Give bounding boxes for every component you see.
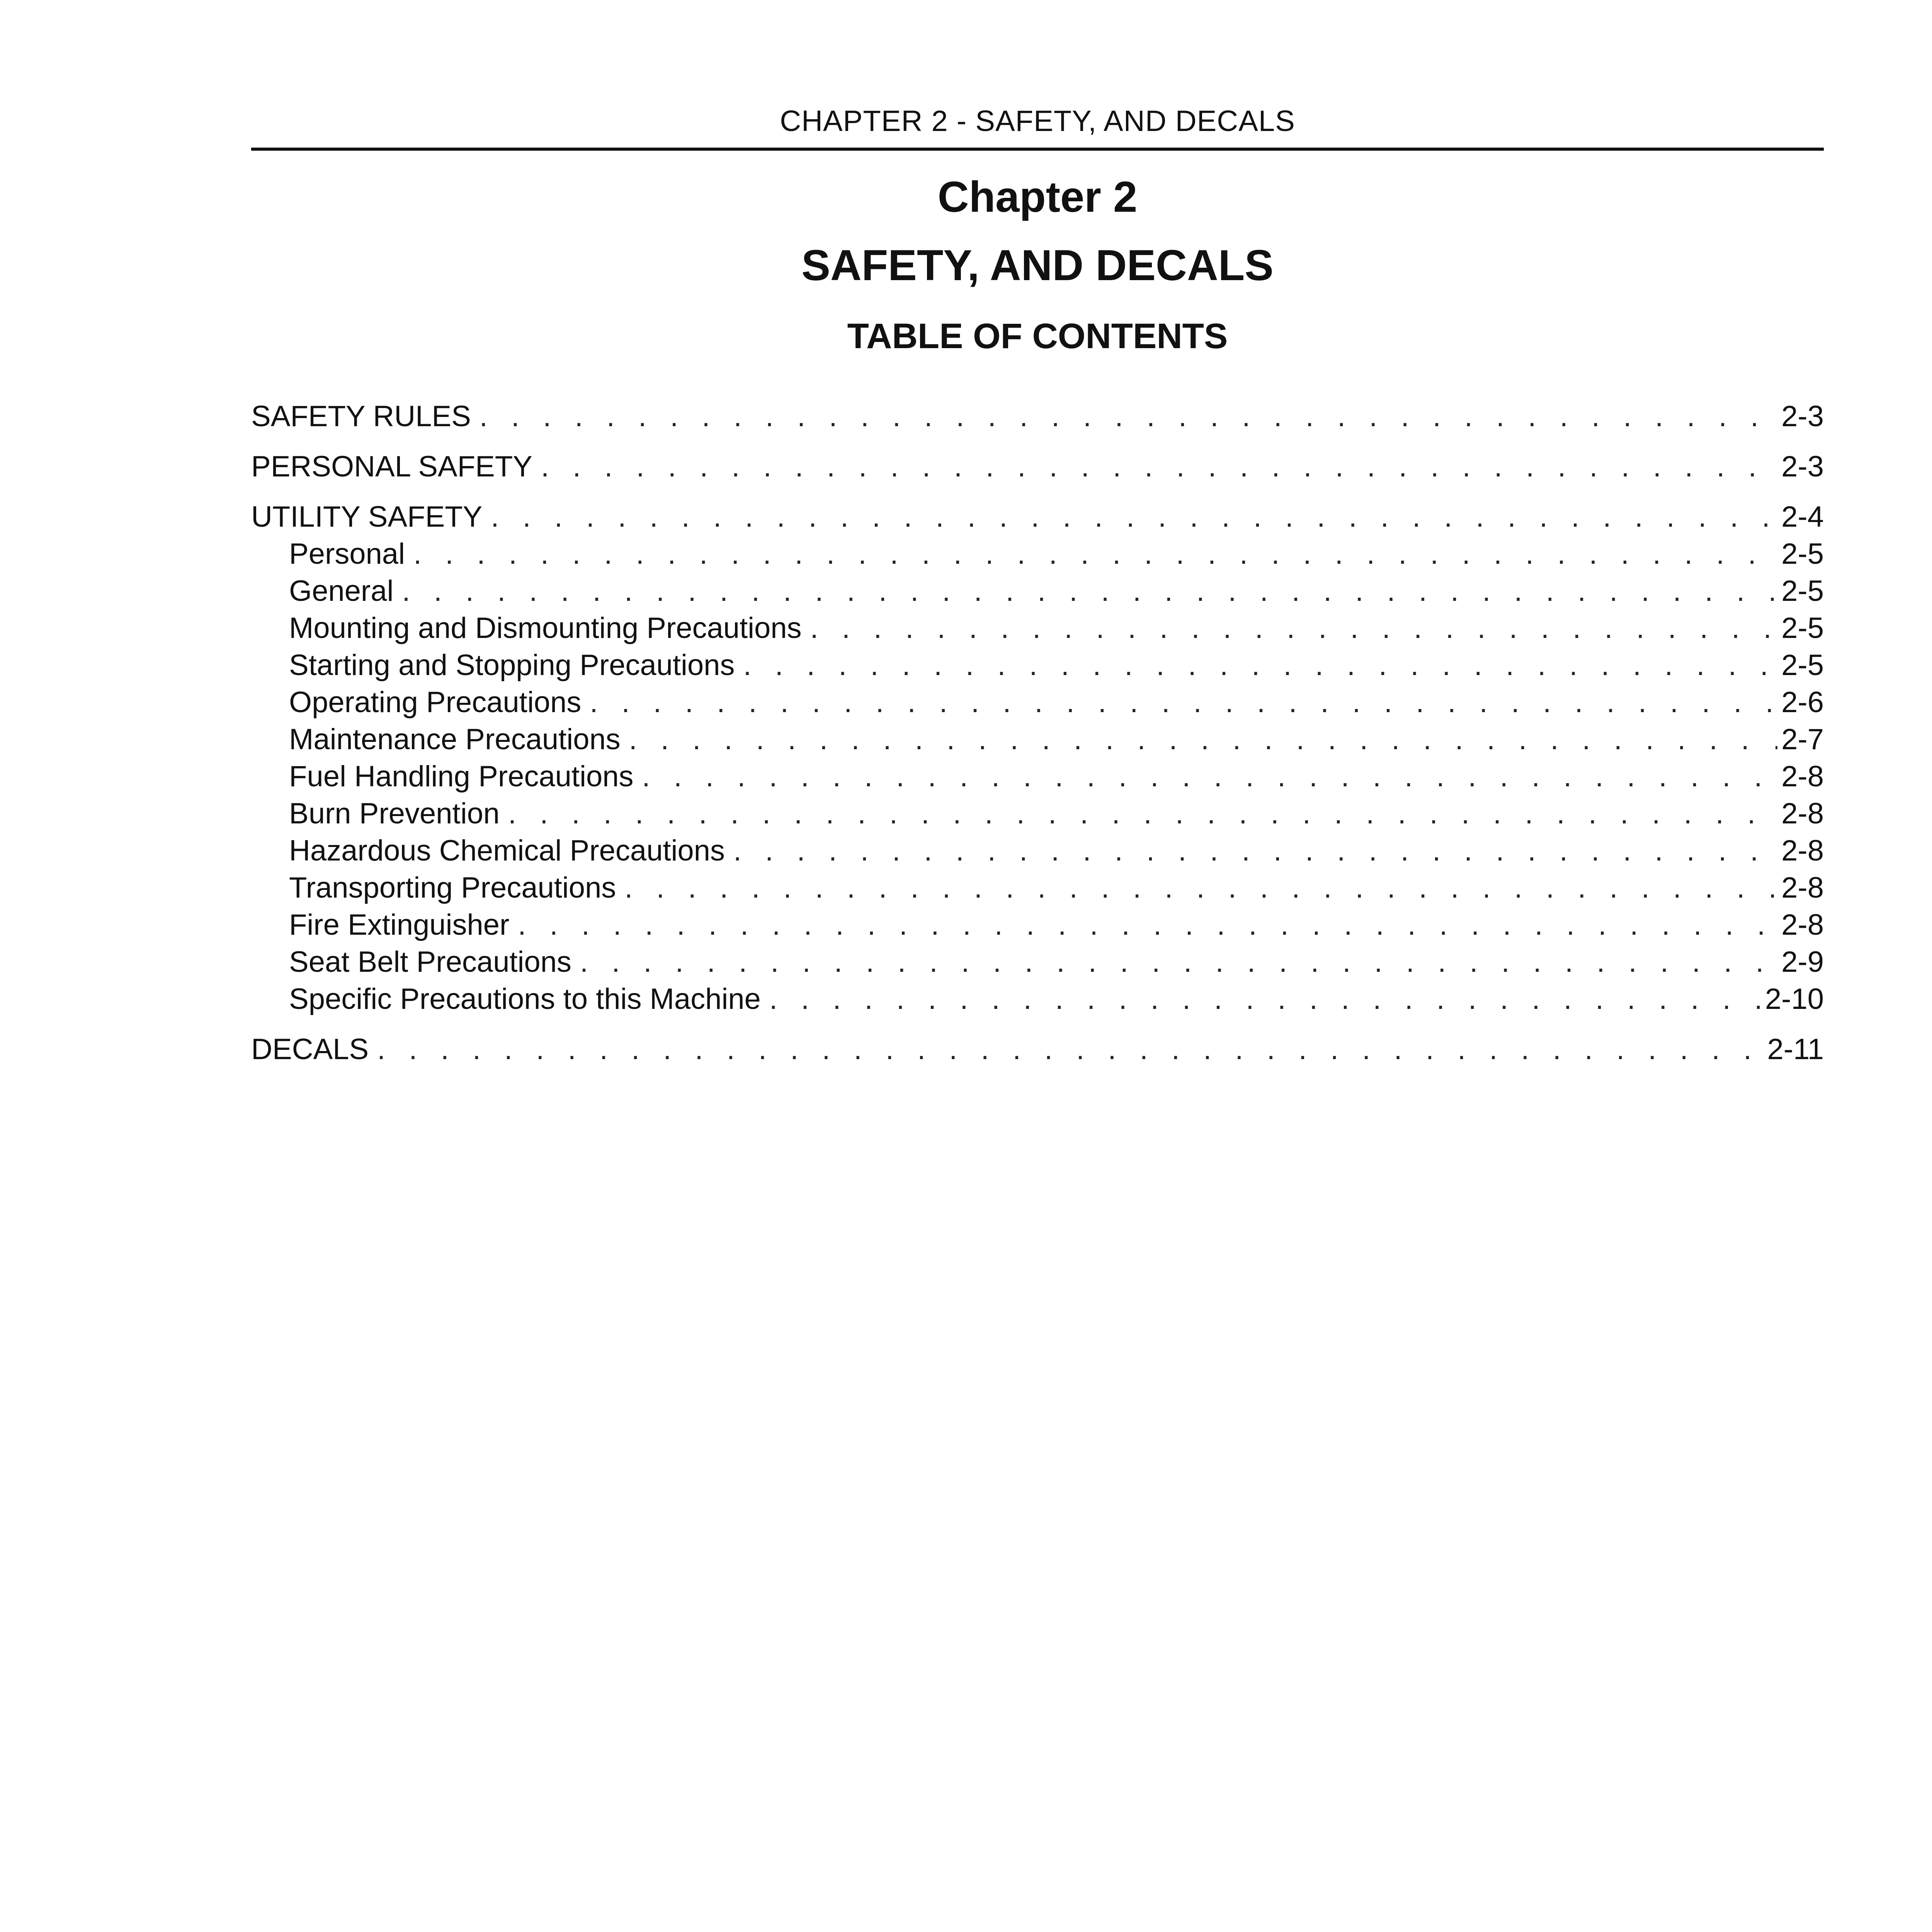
toc-leader-dots — [629, 721, 1778, 758]
toc-entry-burn-prevention[interactable] — [251, 795, 1824, 832]
toc-entry-label: Personal — [289, 537, 405, 570]
toc-entry-page: 2-6 — [1781, 686, 1824, 719]
toc-entry-label: Burn Prevention — [289, 797, 500, 830]
toc-entry-label: SAFETY RULES — [251, 400, 471, 433]
toc-heading: TABLE OF CONTENTS — [847, 316, 1228, 356]
toc-entry-starting-precautions[interactable] — [251, 647, 1824, 684]
toc-entry-label: Hazardous Chemical Precautions — [289, 834, 725, 867]
chapter-title: SAFETY, AND DECALS — [801, 241, 1274, 289]
toc-leader-dots — [413, 536, 1777, 573]
toc-leader-dots — [508, 795, 1777, 832]
toc-leader-dots — [491, 498, 1777, 536]
toc-entry-safety-rules[interactable] — [251, 398, 1824, 435]
header-rule — [251, 148, 1824, 151]
toc-leader-dots — [480, 398, 1777, 435]
toc-entry-hazardous-chemical-precautions[interactable] — [251, 832, 1824, 869]
toc-leader-dots — [518, 906, 1777, 944]
toc-entry-page: 2-5 — [1781, 649, 1824, 682]
toc-leader-dots — [402, 573, 1777, 610]
toc-leader-dots — [733, 832, 1777, 869]
toc-entry-label: DECALS — [251, 1033, 369, 1066]
toc-leader-dots — [590, 684, 1777, 721]
toc-entry-page: 2-5 — [1781, 612, 1824, 645]
toc-entry-label: Fire Extinguisher — [289, 908, 510, 941]
toc-entry-fire-extinguisher[interactable] — [251, 906, 1824, 944]
toc-entry-page: 2-8 — [1781, 760, 1824, 793]
toc-entry-page: 2-9 — [1781, 946, 1824, 978]
toc-entry-page: 2-8 — [1781, 871, 1824, 904]
toc-leader-dots — [642, 758, 1777, 795]
toc-entry-page: 2-11 — [1767, 1033, 1824, 1066]
toc-entry-label: Specific Precautions to this Machine — [289, 983, 761, 1015]
toc-entry-maintenance-precautions[interactable] — [251, 721, 1824, 758]
toc-entry-mounting-precautions[interactable] — [251, 610, 1824, 647]
toc-leader-dots — [810, 610, 1778, 647]
running-header: CHAPTER 2 - SAFETY, AND DECALS — [780, 105, 1295, 138]
toc-entry-label: PERSONAL SAFETY — [251, 450, 532, 483]
toc-entry-label: Mounting and Dismounting Precautions — [289, 612, 802, 645]
toc-entry-page: 2-3 — [1781, 450, 1824, 483]
toc-entry-transporting-precautions[interactable] — [251, 869, 1824, 906]
toc-entry-label: UTILITY SAFETY — [251, 500, 483, 533]
toc-entry-label: General — [289, 575, 394, 607]
toc-entry-page: 2-8 — [1781, 908, 1824, 941]
toc-entry-decals[interactable] — [251, 1031, 1824, 1068]
toc-leader-dots — [624, 869, 1777, 906]
toc-entry-page: 2-8 — [1781, 797, 1824, 830]
toc-entry-personal[interactable] — [251, 536, 1824, 573]
toc-entry-page: 2-8 — [1781, 834, 1824, 867]
toc-entry-page: 2-4 — [1781, 500, 1824, 533]
chapter-number: Chapter 2 — [937, 173, 1138, 221]
toc-entry-general[interactable] — [251, 573, 1824, 610]
toc-entry-page: 2-7 — [1781, 723, 1824, 756]
toc-leader-dots — [769, 981, 1761, 1018]
toc-leader-dots — [541, 448, 1777, 485]
toc-entry-label: Transporting Precautions — [289, 871, 616, 904]
toc-entry-label: Maintenance Precautions — [289, 723, 621, 756]
toc-entry-seat-belt-precautions[interactable] — [251, 944, 1824, 981]
toc-entry-page: 2-3 — [1781, 400, 1824, 433]
toc-entry-page: 2-5 — [1781, 575, 1824, 607]
toc-entry-fuel-handling-precautions[interactable] — [251, 758, 1824, 795]
toc-entry-label: Operating Precautions — [289, 686, 582, 719]
toc-entry-utility-safety[interactable] — [251, 498, 1824, 536]
toc-entry-personal-safety[interactable] — [251, 448, 1824, 485]
toc-entry-page: 2-5 — [1781, 537, 1824, 570]
toc-entry-label: Starting and Stopping Precautions — [289, 649, 735, 682]
toc-entry-label: Seat Belt Precautions — [289, 946, 571, 978]
toc-leader-dots — [580, 944, 1777, 981]
toc-entry-operating-precautions[interactable] — [251, 684, 1824, 721]
toc-leader-dots — [377, 1031, 1763, 1068]
table-of-contents — [251, 398, 1824, 1068]
toc-entry-specific-precautions[interactable] — [251, 981, 1824, 1018]
toc-entry-page: 2-10 — [1765, 983, 1824, 1015]
toc-entry-label: Fuel Handling Precautions — [289, 760, 634, 793]
toc-leader-dots — [743, 647, 1777, 684]
